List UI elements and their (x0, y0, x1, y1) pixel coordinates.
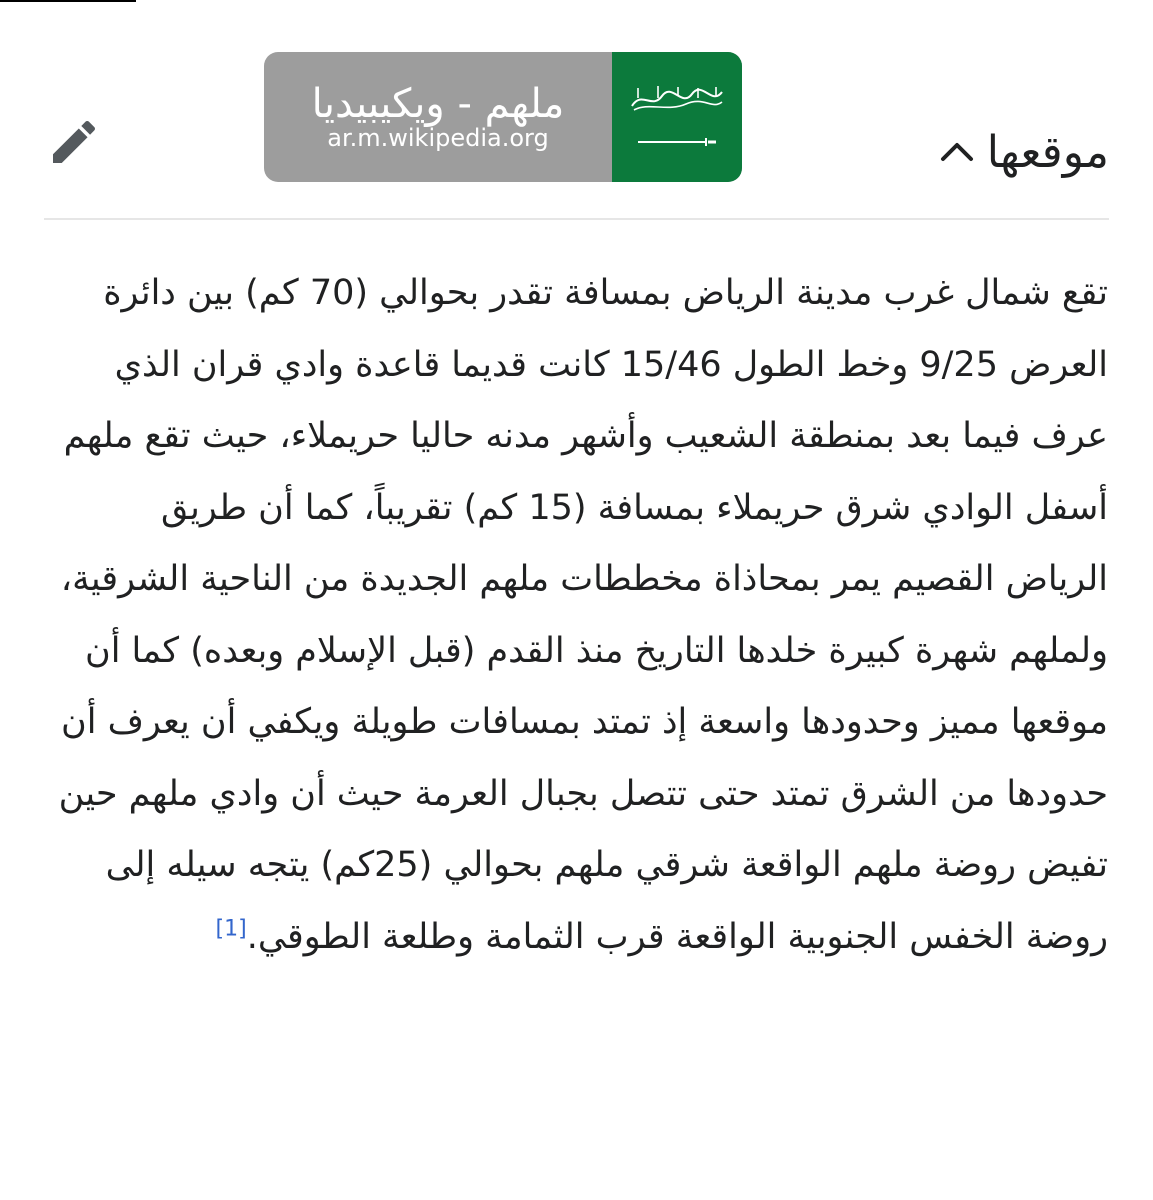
edit-button[interactable] (44, 114, 104, 174)
flag-script (628, 84, 726, 114)
watermark-url: ar.m.wikipedia.org (327, 124, 549, 152)
saudi-flag-icon (612, 52, 742, 182)
paragraph-text: تقع شمال غرب مدينة الرياض بمسافة تقدر بحوالي (70 كم) بين دائرة العرض 9/25 وخط الطول 15/46 كانت قديما قاعدة وادي قران الذي عرف فيما بعد بمنطقة الشعيب وأشهر مدنه حاليا حريملاء، حيث تقع ملهم أسفل الوادي شرق حريملاء بمسافة (15 كم) تقريباً، كما أن طريق الرياض القصيم يمر بمحاذاة مخططات ملهم الجديدة من الناحية الشرقية، ولملهم شهرة كبيرة خلدها التاريخ منذ القدم (قبل الإسلام وبعده) كما أن موقعها مميز وحدودها واسعة إذ تمتد بمسافات طويلة ويكفي أن يعرف أن حدودها من الشرق تمتد حتى تتصل بجبال العرمة حيث أن وادي ملهم حين تفيض روضة ملهم الواقعة شرقي ملهم بحوالي (25كم) يتجه سيله إلى روضة الخفس الجنوبية الواقعة قرب الثمامة وطلعة الطوقي. (58, 273, 1108, 957)
watermark-banner (264, 52, 742, 182)
watermark-text (264, 52, 612, 182)
section-paragraph (50, 258, 1108, 973)
chevron-up-icon (937, 132, 977, 172)
watermark-title: ملهم - ويكيبيديا (311, 81, 565, 127)
section-header (44, 60, 1109, 220)
section-toggle[interactable] (937, 122, 1109, 182)
pencil-icon (46, 114, 102, 174)
reference-link[interactable]: [1] (215, 915, 247, 941)
flag-sword (636, 136, 718, 148)
top-rule (0, 0, 136, 2)
section-heading: موقعها (986, 126, 1109, 178)
